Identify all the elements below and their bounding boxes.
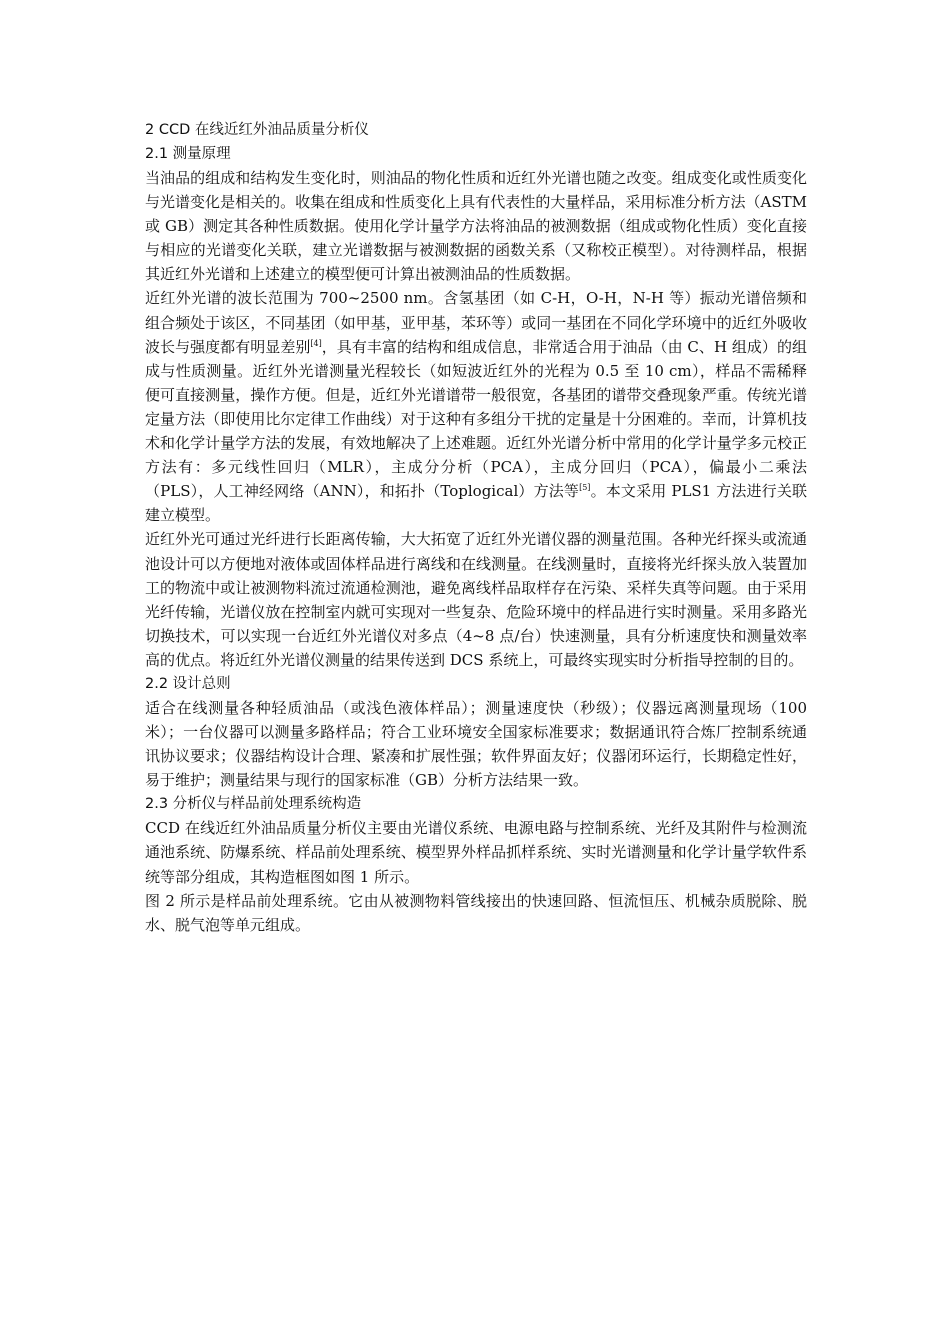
section-heading-2-3: 2.3 分析仪与样品前处理系统构造 [145, 796, 362, 813]
section-heading-2-1: 2.1 测量原理 [145, 146, 231, 162]
paragraph-structure-1: CCD 在线近红外油品质量分析仪主要由光谱仪系统、电源电路与控制系统、光纤及其附件与检测流通池系统、防爆系统、样品前处理系统、模型界外样品抓样系统、实时光谱测量和化学计量学软件系统等部分组成，其构造框图如图 1 所示。 [145, 819, 807, 886]
paragraph-principle-1: 当油品的组成和结构发生变化时，则油品的物化性质和近红外光谱也随之改变。组成变化或性质变化与光谱变化是相关的。收集在组成和性质变化上具有代表性的大量样品，采用标准分析方法（ASTM 或 GB）测定其各种性质数据。使用化学计量学方法将油品的被测数据（组成或物化性质）变化直接与相应的光谱变化关联，建立光谱数据与被测数据的函数关系（又称校正模型）。对待测样品，根据其近红外光谱和上述建立的模型便可计算出被测油品的性质数据。 [145, 169, 807, 284]
citation-ref: [5] [579, 483, 591, 493]
section-heading-2-2: 2.2 设计总则 [145, 675, 231, 692]
section-heading-2: 2 CCD 在线近红外油品质量分析仪 [145, 122, 369, 138]
paragraph-principle-3: 近红外光可通过光纤进行长距离传输，大大拓宽了近红外光谱仪器的测量范围。各种光纤探头或流通池设计可以方便地对液体或固体样品进行离线和在线测量。在线测量时，直接将光纤探头放入装置加工的物流中或让被测物料流过流通检测池，避免离线样品取样存在污染、采样失真等问题。由于采用光纤传输，光谱仪放在控制室内就可实现对一些复杂、危险环境中的样品进行实时测量。采用多路光切换技术，可以实现一台近红外光谱仪对多点（4~8 点/台）快速测量，具有分析速度快和测量效率高的优点。将近红外光谱仪测量的结果传送到 DCS 系统上，可最终实现实时分析指导控制的目的。 [145, 530, 807, 669]
citation-ref: [4] [310, 338, 322, 348]
paragraph-principle-2 [145, 286, 807, 527]
paragraph-text: 近红外光谱的波长范围为 700~2500 nm。含氢基团（如 C-H，O-H，N-H 等）振动光谱倍频和组合频处于该区，不同基团（如甲基，亚甲基，苯环等）或同一基团在不同化学环境中的近红外吸收波长与强度都有明显差别 [145, 289, 807, 356]
paragraph-design-rules: 适合在线测量各种轻质油品（或浅色液体样品）；测量速度快（秒级）；仪器远离测量现场（100 米）；一台仪器可以测量多路样品；符合工业环境安全国家标准要求；数据通讯符合炼厂控制系统通讯协议要求；仪器结构设计合理、紧凑和扩展性强；软件界面友好；仪器闭环运行，长期稳定性好，易于维护；测量结果与现行的国家标准（GB）分析方法结果一致。 [145, 698, 807, 790]
paragraph-text: ，具有丰富的结构和组成信息，非常适合用于油品（由 C、H 组成）的组成与性质测量。近红外光谱测量光程较长（如短波近红外的光程为 0.5 至 10 cm），样品不需稀释便可直接测量，操作方便。但是，近红外光谱谱带一般很宽，各基团的谱带交叠现象严重。传统光谱定量方法（即使用比尔定律工作曲线）对于这种有多组分干扰的定量是十分困难的。幸而，计算机技术和化学计量学方法的发展，有效地解决了上述难题。近红外光谱分析中常用的化学计量学多元校正方法有：多元线性回归（MLR），主成分分析（PCA），主成分回归（PCA），偏最小二乘法（PLS），人工神经网络（ANN），和拓扑（Toplogical）方法等 [145, 337, 807, 501]
paragraph-text: 。本文采用 PLS1 方法进行关联建立模型。 [145, 482, 807, 525]
document-page [145, 118, 807, 937]
paragraph-structure-2: 图 2 所示是样品前处理系统。它由从被测物料管线接出的快速回路、恒流恒压、机械杂质脱除、脱水、脱气泡等单元组成。 [145, 891, 807, 934]
